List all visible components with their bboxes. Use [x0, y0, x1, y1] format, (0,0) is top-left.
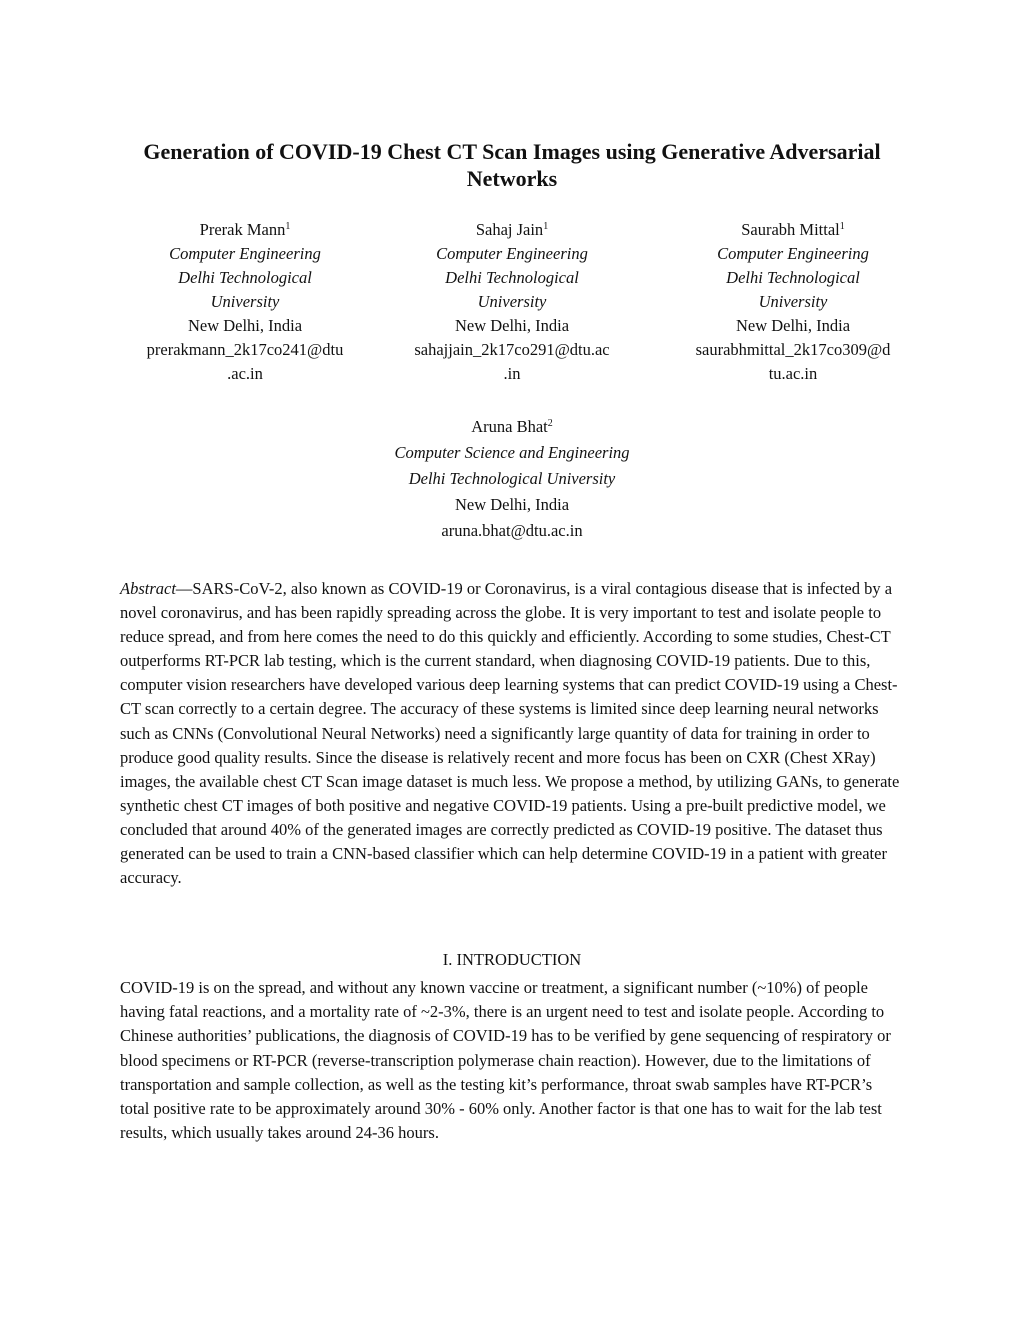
author-university [407, 266, 617, 314]
author-department: Computer Engineering [169, 244, 321, 263]
author-email-line: .in [503, 364, 521, 383]
author-block [688, 218, 898, 386]
author-university-line: University [477, 292, 547, 311]
author-email-line: sahajjain_2k17co291@dtu.ac [414, 340, 610, 359]
author-name-text: Prerak Mann [199, 220, 286, 239]
author-email[interactable]: aruna.bhat@dtu.ac.in [441, 521, 583, 540]
author-block [407, 218, 617, 386]
author-email-line: tu.ac.in [768, 364, 818, 383]
author-location: New Delhi, India [187, 316, 303, 335]
author-university [688, 266, 898, 314]
author-email[interactable] [407, 338, 617, 386]
author-university-line: University [758, 292, 828, 311]
affiliation-mark: 1 [285, 221, 291, 232]
abstract-label: Abstract [120, 579, 176, 598]
author-location: New Delhi, India [454, 316, 570, 335]
author-block [312, 414, 712, 544]
author-department: Computer Science and Engineering [394, 443, 630, 462]
author-name [688, 218, 898, 242]
author-name [140, 218, 350, 242]
author-university-line: Delhi Technological [726, 268, 860, 287]
section-heading: I. INTRODUCTION [442, 950, 582, 969]
affiliation-mark: 1 [543, 221, 549, 232]
paper-title: Generation of COVID-19 Chest CT Scan Images using Generative Adversarial Networks [143, 139, 881, 191]
affiliation-mark: 1 [839, 221, 845, 232]
author-location: New Delhi, India [735, 316, 851, 335]
introduction-paragraph: COVID-19 is on the spread, and without any known vaccine or treatment, a significant number (~10%) of people having fatal reactions, and a mortality rate of ~2-3%, there is an urgent need to test and isolate people. According to Chinese authorities’ publications, the diagnosis of COVID-19 has to be verified by gene sequencing of respiratory or blood specimens or RT-PCR (reverse-transcription polymerase chain reaction). However, due to the limitations of transportation and sample collection, as well as the testing kit’s performance, throat swab samples have RT-PCR’s total positive rate to be approximately around 30% - 60% only. Another factor is that one has to wait for the lab test results, which usually takes around 24-36 hours. [120, 978, 891, 1143]
abstract-text: —SARS-CoV-2, also known as COVID-19 or Coronavirus, is a viral contagious disease that is infected by a novel coronavirus, and has been rapidly spreading across the globe. It is very important to test and isolate people to reduce spread, and from here comes the need to do this quickly and efficiently. According to some studies, Chest-CT outperforms RT-PCR lab testing, which is the current standard, when diagnosing COVID-19 patients. Due to this, computer vision researchers have developed various deep learning systems that can predict COVID-19 using a Chest-CT scan correctly to a certain degree. The accuracy of these systems is limited since deep learning neural networks such as CNNs (Convolutional Neural Networks) need a significantly large quantity of data for training in order to produce good quality results. Since the disease is relatively recent and more focus has been on CXR (Chest XRay) images, the available chest CT Scan image dataset is much less. We propose a method, by utilizing GANs, to generate synthetic chest CT images of both positive and negative COVID-19 patients. Using a pre-built predictive model, we concluded that around 40% of the generated images are correctly predicted as COVID-19 positive. The dataset thus generated can be used to train a CNN-based classifier which can help determine COVID-19 in a patient with greater accuracy. [120, 579, 900, 888]
author-name [312, 414, 712, 440]
author-location: New Delhi, India [454, 495, 570, 514]
author-university-line: University [210, 292, 280, 311]
author-email-line: prerakmann_2k17co241@dtu [146, 340, 344, 359]
author-university-line: Delhi Technological [445, 268, 579, 287]
author-block [140, 218, 350, 386]
affiliation-mark: 2 [547, 418, 553, 429]
author-email-line: saurabhmittal_2k17co309@d [695, 340, 891, 359]
author-name [407, 218, 617, 242]
author-name-text: Aruna Bhat [471, 417, 548, 436]
author-email[interactable] [688, 338, 898, 386]
author-university [140, 266, 350, 314]
author-university-line: Delhi Technological [178, 268, 312, 287]
author-department: Computer Engineering [436, 244, 588, 263]
author-email[interactable] [140, 338, 350, 386]
author-email-line: .ac.in [227, 364, 263, 383]
author-name-text: Saurabh Mittal [741, 220, 840, 239]
author-name-text: Sahaj Jain [475, 220, 544, 239]
abstract [120, 577, 904, 890]
author-university: Delhi Technological University [408, 469, 616, 488]
author-department: Computer Engineering [717, 244, 869, 263]
